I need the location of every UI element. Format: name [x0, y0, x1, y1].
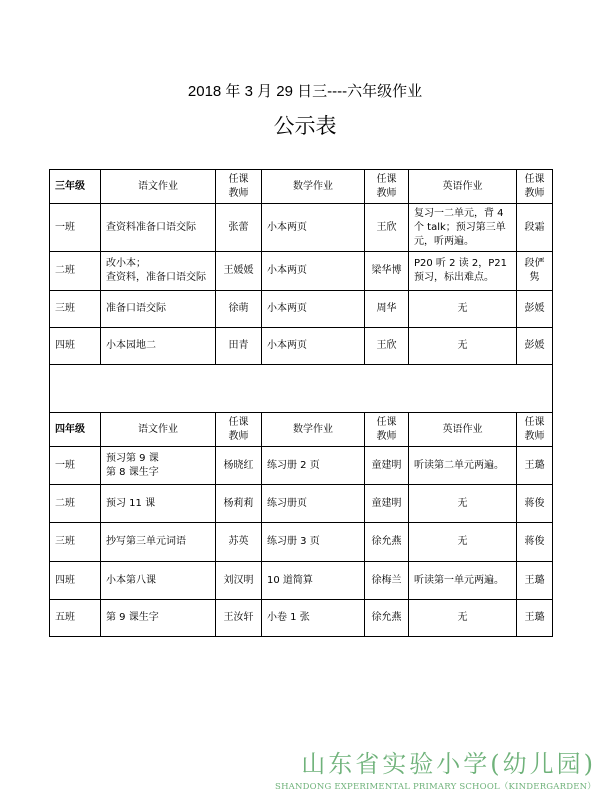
- math-teacher: 徐允燕: [365, 600, 409, 637]
- homework-table-body: [50, 170, 553, 637]
- class-row: [50, 291, 553, 328]
- math-teacher: 童建明: [365, 447, 409, 485]
- teacher-header: [216, 170, 262, 204]
- teacher-header-line2: 教师: [524, 430, 545, 442]
- teacher-header: [216, 413, 262, 447]
- chinese-homework: 改小本； 查资料，准备口语交际: [101, 252, 216, 291]
- teacher-header-line1: 任课: [524, 416, 545, 428]
- chinese-teacher: 王汝轩: [216, 600, 262, 637]
- class-name: 三班: [50, 291, 101, 328]
- teacher-header: [365, 413, 409, 447]
- chinese-homework: 查资料准备口语交际: [101, 204, 216, 252]
- teacher-header-line1: 任课: [228, 416, 249, 428]
- class-row: [50, 328, 553, 365]
- chinese-header: 语文作业: [101, 170, 216, 204]
- grade-label: 三年级: [50, 170, 101, 204]
- english-homework: P20 听 2 读 2，P21 预习，标出难点。: [409, 252, 517, 291]
- chinese-teacher: 杨晓红: [216, 447, 262, 485]
- math-homework: 小本两页: [262, 204, 365, 252]
- chinese-teacher: 杨莉莉: [216, 485, 262, 523]
- homework-table: [49, 169, 553, 637]
- teacher-header-line2: 教师: [228, 430, 249, 442]
- chinese-homework: 小本园地二: [101, 328, 216, 365]
- english-homework: 无: [409, 523, 517, 562]
- chinese-teacher: 刘汉明: [216, 562, 262, 600]
- chinese-homework: 预习 11 课: [101, 485, 216, 523]
- math-teacher: 徐梅兰: [365, 562, 409, 600]
- chinese-teacher: 张蕾: [216, 204, 262, 252]
- teacher-header-line1: 任课: [376, 416, 397, 428]
- chinese-teacher: 王媛媛: [216, 252, 262, 291]
- math-homework: 练习册页: [262, 485, 365, 523]
- math-homework: 练习册 2 页: [262, 447, 365, 485]
- teacher-header-line2: 教师: [524, 187, 545, 199]
- chinese-teacher: 徐萌: [216, 291, 262, 328]
- english-teacher: 彭媛: [517, 291, 553, 328]
- math-homework: 小本两页: [262, 291, 365, 328]
- math-teacher: 王欣: [365, 328, 409, 365]
- spacer-row: [50, 365, 553, 413]
- class-name: 四班: [50, 328, 101, 365]
- chinese-homework: 准备口语交际: [101, 291, 216, 328]
- class-row: [50, 523, 553, 562]
- english-homework: 无: [409, 485, 517, 523]
- school-name-en: SHANDONG EXPERIMENTAL PRIMARY SCHOOL（KINDERGARDEN）: [275, 782, 596, 792]
- english-teacher: 蒋俊: [517, 485, 553, 523]
- school-name-cn: 山东省实验小学(幼儿园): [301, 750, 596, 778]
- chinese-homework: 小本第八课: [101, 562, 216, 600]
- class-row: [50, 447, 553, 485]
- grade-header-row: [50, 170, 553, 204]
- math-teacher: 周华: [365, 291, 409, 328]
- grade-header-row: [50, 413, 553, 447]
- page-title: 2018 年 3 月 29 日三----六年级作业: [187, 83, 423, 100]
- chinese-homework: 预习第 9 课 第 8 课生字: [101, 447, 216, 485]
- class-name: 一班: [50, 447, 101, 485]
- math-teacher: 童建明: [365, 485, 409, 523]
- class-name: 二班: [50, 485, 101, 523]
- spacer-cell: [50, 365, 553, 413]
- english-teacher: 王璐: [517, 447, 553, 485]
- english-teacher: 段俨隽: [517, 252, 553, 291]
- math-teacher: 梁华博: [365, 252, 409, 291]
- grade-label: 四年级: [50, 413, 101, 447]
- teacher-header-line2: 教师: [228, 187, 249, 199]
- english-homework: 听读第一单元两遍。: [409, 562, 517, 600]
- teacher-header-line1: 任课: [524, 173, 545, 185]
- math-teacher: 王欣: [365, 204, 409, 252]
- class-name: 四班: [50, 562, 101, 600]
- english-teacher: 王璐: [517, 600, 553, 637]
- english-homework: 无: [409, 600, 517, 637]
- english-teacher: 段霜: [517, 204, 553, 252]
- teacher-header-line1: 任课: [376, 173, 397, 185]
- class-row: [50, 204, 553, 252]
- class-name: 二班: [50, 252, 101, 291]
- english-homework: 复习一二单元，背 4 个 talk；预习第三单元，听两遍。: [409, 204, 517, 252]
- teacher-header: [517, 413, 553, 447]
- chinese-homework: 第 9 课生字: [101, 600, 216, 637]
- chinese-homework: 抄写第三单元词语: [101, 523, 216, 562]
- chinese-teacher: 苏英: [216, 523, 262, 562]
- class-row: [50, 562, 553, 600]
- class-row: [50, 600, 553, 637]
- math-homework: 小卷 1 张: [262, 600, 365, 637]
- teacher-header: [517, 170, 553, 204]
- teacher-header-line1: 任课: [228, 173, 249, 185]
- page-subtitle: 公示表: [273, 114, 337, 138]
- chinese-teacher: 田青: [216, 328, 262, 365]
- math-teacher: 徐允燕: [365, 523, 409, 562]
- english-header: 英语作业: [409, 170, 517, 204]
- english-homework: 无: [409, 328, 517, 365]
- english-homework: 听读第二单元两遍。: [409, 447, 517, 485]
- math-homework: 小本两页: [262, 252, 365, 291]
- english-teacher: 彭媛: [517, 328, 553, 365]
- class-name: 三班: [50, 523, 101, 562]
- math-header: 数学作业: [262, 170, 365, 204]
- class-name: 五班: [50, 600, 101, 637]
- math-homework: 练习册 3 页: [262, 523, 365, 562]
- class-row: [50, 252, 553, 291]
- teacher-header: [365, 170, 409, 204]
- school-logo: [275, 744, 596, 792]
- teacher-header-line2: 教师: [376, 430, 397, 442]
- math-homework: 10 道简算: [262, 562, 365, 600]
- english-teacher: 王璐: [517, 562, 553, 600]
- english-homework: 无: [409, 291, 517, 328]
- english-teacher: 蒋俊: [517, 523, 553, 562]
- chinese-header: 语文作业: [101, 413, 216, 447]
- teacher-header-line2: 教师: [376, 187, 397, 199]
- math-homework: 小本两页: [262, 328, 365, 365]
- math-header: 数学作业: [262, 413, 365, 447]
- class-name: 一班: [50, 204, 101, 252]
- english-header: 英语作业: [409, 413, 517, 447]
- class-row: [50, 485, 553, 523]
